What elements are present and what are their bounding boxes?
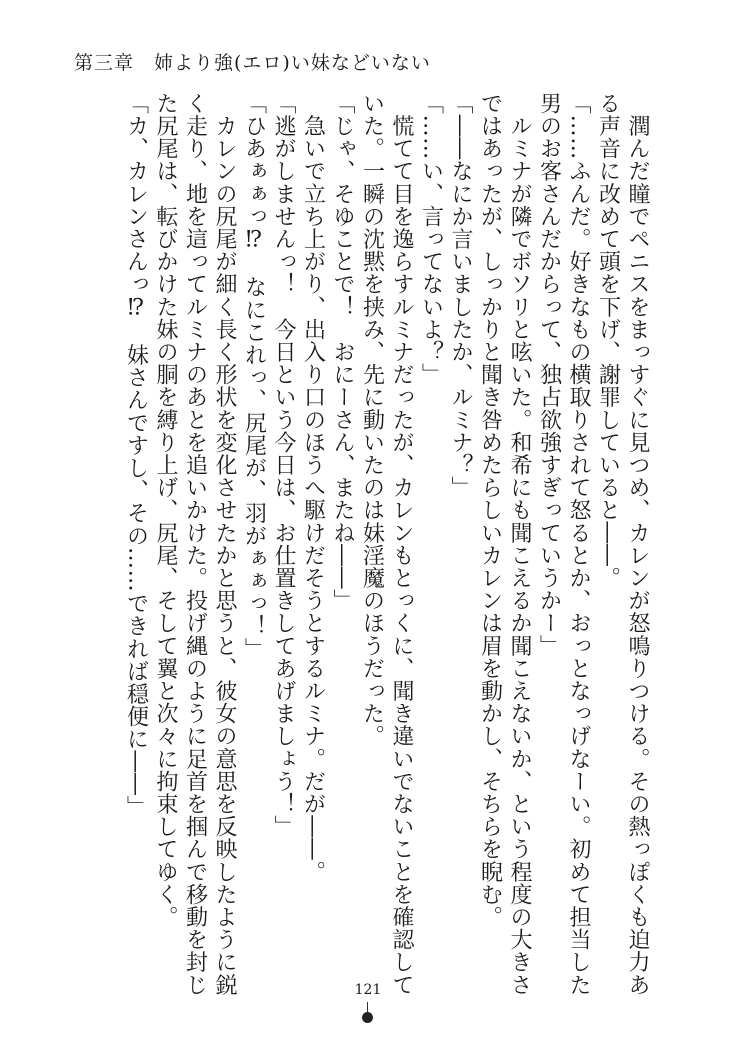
page-number: 121 (354, 982, 382, 998)
text-line: ではあったが、しっかりと聞き咎めたらしいカレンは眉を動かし、そちらを睨む。 (477, 92, 503, 929)
text-line: た尻尾は、転びかけた妹の胴を縛り上げ、尻尾、そして翼と次々に拘束してゆく。 (153, 92, 178, 929)
text-line: 「……い、言ってないよ？」 (418, 92, 444, 386)
text-line: く走り、地を這ってルミナのあとを追いかけた。投げ縄のように足首を掴んで移動を封じ (182, 92, 208, 996)
text-line: 男のお客さんだからって、独占欲強すぎっていうかー」 (536, 92, 562, 657)
text-line: 「じゃ、そゆことで！ おにーさん、またね――」 (330, 92, 355, 612)
text-line: 潤んだ瞳でペニスをまっすぐに見つめ、カレンが怒鳴りつける。その熱っぽくも迫力あ (625, 92, 650, 996)
page-ornament-dot (362, 1012, 373, 1023)
text-line: 「逃がしませんっ！ 今日という今日は、お仕置きしてあげましょう！」 (271, 92, 296, 838)
text-line: いた。一瞬の沈黙を挟み、先に動いたのは妹淫魔のほうだった。 (359, 92, 385, 748)
text-line: 「――なにか言いましたか、ルミナ？」 (448, 92, 473, 499)
text-line: 「ひあぁぁっ⁉ なにこれっ、尻尾が、羽がぁぁっ！」 (241, 92, 267, 660)
text-line: 「カ、カレンさんっ⁉ 妹さんですし、その……できれば穏便に――」 (123, 92, 149, 819)
text-line: ルミナが隣でボソリと呟いた。和希にも聞こえるか聞こえないか、という程度の大きさ (507, 92, 532, 996)
text-line: 慌てて目を逸らすルミナだったが、カレンもとっくに、聞き違いでないことを確認して (389, 92, 414, 996)
text-line: 「……ふんだ。好きなもの横取りされて怒るとか、おっとなっげなーい。初めて担当した (566, 92, 591, 996)
text-line: 急いで立ち上がり、出入り口のほうへ駆けだそうとするルミナ。だが――。 (300, 92, 326, 883)
text-line: る声音に改めて頭を下げ、謝罪していると――。 (595, 92, 621, 590)
text-line: カレンの尻尾が細く長く形状を変化させたかと思うと、彼女の意思を反映したように鋭 (212, 92, 237, 996)
chapter-header: 第三章 姉より強(エロ)い妹などいない (74, 52, 431, 74)
